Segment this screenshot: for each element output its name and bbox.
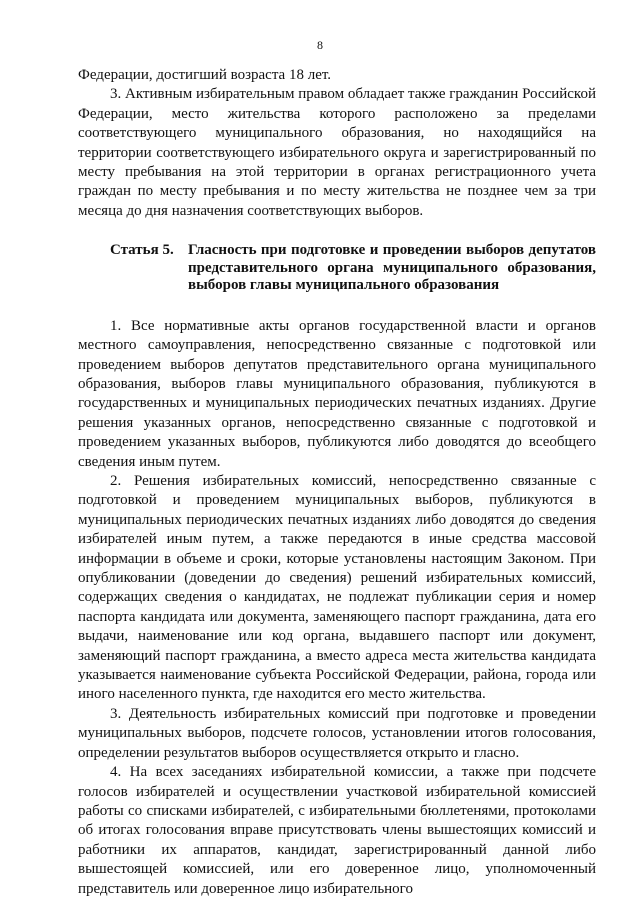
document-body bbox=[78, 66, 596, 899]
paragraph-item-3b: 3. Деятельность избирательных комиссий при подготовке и проведении муниципальных выборов, подсчете голосов, установлении итогов голосования, определении результатов выборов осуществляется открыто и гласно. bbox=[78, 705, 596, 761]
article-number: Статья 5. bbox=[110, 242, 174, 259]
paragraph-item-2: 2. Решения избирательных комиссий, непосредственно связанные с подготовкой и проведением муниципальных выборов, публикуются в муниципальных периодических печатных изданиях либо доводятся до сведения избирателей иным путем, а также передаются в иные средства массовой информации в объеме и сроки, которые установлены настоящим Законом. При опубликовании (доведении до сведения) решений избирательных комиссий, содержащих сведения о кандидатах, не подлежат публикации серия и номер паспорта кандидата или документа, заменяющего паспорт гражданина, дата его выдачи, наименование или код органа, выдавшего паспорт или документ, заменяющий паспорт гражданина, а вместо адреса места жительства кандидата указывается наименование субъекта Российской Федерации, района, города или иного населенного пункта, где находится его место жительства. bbox=[78, 473, 596, 703]
paragraph-continuation: Федерации, достигший возраста 18 лет. bbox=[78, 67, 332, 83]
page-number: 8 bbox=[317, 38, 323, 52]
article-title: Гласность при подготовке и проведении выборов депутатов представительного органа муниципального образования, выборов главы муниципального образования bbox=[188, 242, 596, 294]
paragraph-item-3: 3. Активным избирательным правом обладает также гражданин Российской Федерации, место жительства которого расположено за пределами соответствующего муниципального образования, но находящийся на территории соответствующего избирательного округа и зарегистрированный по месту пребывания на этой территории в органах регистрационного учета граждан по месту пребывания и по месту жительства не позднее чем за три месяца до дня назначения соответствующих выборов. bbox=[78, 86, 596, 219]
article-heading bbox=[78, 242, 596, 295]
paragraph-item-4: 4. На всех заседаниях избирательной комиссии, а также при подсчете голосов избирателей и осуществлении участковой избирательной комиссией работы со списками избирателей, с избирательными бюллетенями, протоколами об итогах голосования вправе присутствовать члены вышестоящих комиссий и работники их аппаратов, кандидат, зарегистрированный данной либо вышестоящей комиссией, или его доверенное лицо, уполномоченный представитель или доверенное лицо избирательного bbox=[78, 764, 596, 897]
paragraph-item-1: 1. Все нормативные акты органов государственной власти и органов местного самоуправления, непосредственно связанные с подготовкой или проведением выборов депутатов представительного органа муниципального образования, выборов главы муниципального образования, публикуются в государственных и муниципальных периодических печатных изданиях. Другие решения указанных органов, непосредственно связанные с подготовкой и проведением указанных выборов, публикуются либо доводятся до всеобщего сведения иным путем. bbox=[78, 317, 596, 470]
